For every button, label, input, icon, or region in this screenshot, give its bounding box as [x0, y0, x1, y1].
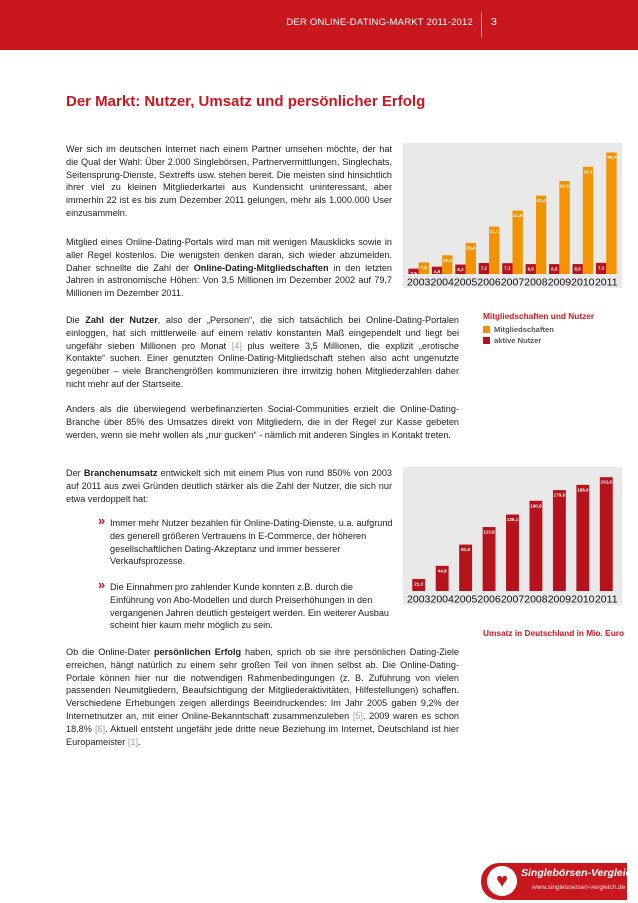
x-tick-label: 2004: [430, 593, 454, 605]
x-tick-label: 2010: [571, 593, 595, 605]
bar-label: 113,8: [483, 529, 495, 535]
bar-2011: [606, 153, 616, 274]
bar-label: 31,1: [489, 229, 499, 235]
bold-term: Online-Dating-Mitgliedschaften: [193, 262, 329, 273]
legend-item-users: [483, 336, 541, 345]
bar-2010: [583, 167, 593, 274]
bar-label: 82,6: [461, 547, 471, 553]
x-tick-label: 2006: [477, 276, 501, 288]
text: entwickelt sich mit einem Plus von rund 850% von 2003 auf 2011 aus zwei Gründen deutlich stärker als die Zahl der Nutzer, die sich nur etwa verdoppelt hat:: [66, 468, 392, 504]
members-chart-svg: [403, 143, 622, 288]
bar-label: 179,5: [553, 492, 566, 498]
bold-term: Branchenumsatz: [83, 468, 158, 478]
bar-label: 20,4: [466, 245, 476, 251]
paragraph-personal-success: [66, 646, 459, 748]
bar-2009: [559, 181, 569, 274]
x-tick-label: 2005: [453, 593, 478, 605]
bullet-item: [98, 577, 394, 632]
x-tick-label: 2006: [477, 593, 501, 605]
text: . Aktuell entsteht ungefähr jede dritte neue Beziehung im Internet, Deutschland ist hier Europameister: [66, 723, 459, 747]
bar-label: 202,6: [600, 479, 613, 485]
x-tick-label: 2011: [594, 276, 618, 288]
x-tick-label: 2004: [430, 276, 454, 288]
paragraph-memberships: [66, 236, 392, 300]
text: Die: [66, 315, 86, 325]
bar-2006: [483, 527, 496, 591]
bar-2009: [553, 490, 566, 591]
text: Der: [66, 468, 84, 478]
paragraph-revenue-share: Anders als die überwiegend werbefinanzierten Social-Communities erzielt die Online-Dating-Branche über 85% des Umsatzes direkt von Mitgliedern, die in der Regel zur Kasse gebeten werden, wenn sie mehr wollen als „nur gucken“ - nämlich mit anderen Singles in Kontakt treten.: [66, 404, 459, 440]
page-number: 3: [491, 16, 497, 28]
bar-label: 3,5: [410, 271, 417, 277]
text: haben, sprich ob sie ihre persönlichen Dating-Ziele erreichen, hängt natürlich zu einem sehr großen Teil von ihnen selbst ab. Die Online-Dating-Portale können hier nur die notwendigen Rahmenbedingungen (z. B. Zuführung von vielen passenden Neumitgliedern, Beaufsichtigung der Mitgliederaktivitäten, Hilfestellungen) schaffen. Verschiedene Erhebungen zeigen allerdings Beeindruckendes: Im Jahr 2005 gaben 9,2% der Internetnutzer an, mit einer Online-Bekanntschaft zusammenzuleben: [66, 647, 460, 721]
revenue-chart-svg: [403, 467, 622, 605]
bar-label: 7,6: [420, 264, 428, 270]
text: .: [138, 736, 141, 747]
bar-label: 21,3: [414, 581, 424, 587]
reference-link[interactable]: [1]: [127, 736, 139, 747]
bar-2008: [536, 196, 546, 274]
bullet-item: [98, 513, 394, 568]
heart-icon: ♥: [496, 870, 508, 892]
bar-label: 7,1: [504, 265, 511, 271]
bar-label: 6,5: [527, 266, 534, 272]
bar-label: 6,5: [551, 266, 558, 272]
bar-label: 6,2: [457, 267, 464, 273]
section-heading: Der Markt: Nutzer, Umsatz und persönlicher Erfolg: [66, 93, 426, 110]
bar-label: 12,3: [442, 257, 452, 263]
paragraph-intro: Wer sich im deutschen Internet nach einem Partner umsehen möchte, der hat die Qual der Wahl: Über 2.000 Singlebörsen, Partnervermittlungen, Singlechats, Seitensprung-Dienste, Sextreffs usw. stehen bereit. Die meisten sind hinsichtlich ihrer viel zu kleinen Mitgliederkartei aus Kundensicht uninteressant, aber immerhin 22 ist es bis zum Dezember 2011 gelungen, mehr als 1.000.000 User einzusammeln.: [66, 144, 392, 218]
x-tick-label: 2005: [453, 276, 478, 288]
x-tick-label: 2007: [500, 593, 525, 605]
members-chart-title: Mitgliedschaften und Nutzer: [483, 311, 595, 321]
legend-swatch-orange: [483, 326, 490, 333]
paragraph-industry-revenue: [66, 467, 392, 505]
text: . 2009 waren es schon 18,8%: [66, 710, 459, 734]
bar-label: 160,6: [530, 503, 542, 509]
members-chart: [403, 143, 622, 288]
revenue-chart: [403, 467, 622, 605]
bar-2007: [513, 211, 523, 274]
text: Ob die Online-Dater: [66, 647, 154, 657]
arrow-icon: »: [98, 513, 106, 528]
bold-term: persönlichen Erfolg: [153, 647, 242, 657]
bullet-text: Die Einnahmen pro zahlender Kunde konnten z.B. durch die Einführung von Abo-Modellen und durch Preiserhöhungen in den vergangenen Jahren deutlich gesteigert werden. Ein weiterer Ausbau scheint hier kaum mehr möglich zu sein.: [110, 582, 389, 631]
bar-label: 61,0: [560, 183, 570, 189]
bar-label: 44,8: [437, 568, 447, 574]
x-tick-label: 2008: [524, 276, 548, 288]
logo-name: Singlebörsen-Vergleich: [521, 867, 638, 879]
bar-label: 136,1: [506, 517, 519, 523]
bar-label: 6,5: [574, 266, 581, 272]
bar-label: 188,9: [577, 487, 589, 493]
x-tick-label: 2003: [407, 276, 431, 288]
bar-label: 7,3: [597, 265, 605, 271]
arrow-icon: »: [98, 577, 106, 592]
bar-label: 70,3: [583, 169, 593, 175]
x-tick-label: 2009: [547, 276, 572, 288]
revenue-chart-title: Umsatz in Deutschland in Mio. Euro: [483, 628, 625, 638]
bar-2008: [529, 501, 542, 591]
x-tick-label: 2011: [594, 593, 618, 605]
bullet-text: Immer mehr Nutzer bezahlen für Online-Dating-Dienste, u.a. aufgrund des generell größeren Vertrauens in E-Commerce, der höheren gesellschaftlichen Dating-Akzeptanz und immer besserer Verkaufsprozesse.: [110, 518, 393, 567]
bar-2011: [600, 477, 613, 591]
text: in den letzten Jahren in astronomische Höhen: Von 3,5 Millionen im Dezember 2002 auf 79,7 Millionen im Dezember 2011.: [66, 262, 392, 299]
bar-label: 79,7: [606, 155, 616, 161]
text: , also der „Personen“, die sich tatsächlich bei Online-Dating-Portalen einloggen, hat sich mittlerweile auf einem relativ konstanten Maß eingependelt und liegt bei ungefähr sieben Millionen pro Monat: [66, 315, 459, 351]
x-tick-label: 2008: [524, 593, 548, 605]
text: Mitglied eines Online-Dating-Portals wird man mit wenigen Mausklicks sowie in aller Regel kostenlos. Die wenigsten denken daran, sich wieder abzumelden. Daher schnellte die Zahl der: [66, 237, 392, 273]
x-tick-label: 2009: [547, 593, 572, 605]
x-tick-label: 2007: [500, 276, 525, 288]
bar-label: 7,2: [480, 265, 488, 271]
paragraph-users: [66, 314, 459, 391]
bar-label: 4,8: [433, 269, 441, 275]
bar-label: 51,4: [536, 198, 546, 204]
text: plus weitere 3,5 Millionen, die explizit „erotische Kontakte“ suchen. Einer genutzten Online-Dating-Mitgliedschaft stehen also acht ungenutzte gegenüber – viele Branchengrößen kommunizieren ihre irrwitzig hohen Mitgliederzahlen daher nicht mehr auf der Startseite.: [66, 340, 460, 389]
x-tick-label: 2010: [571, 276, 595, 288]
header-divider: [481, 12, 482, 38]
header-title: DER ONLINE-DATING-MARKT 2011-2012: [286, 17, 473, 28]
legend-item-members: [483, 325, 554, 334]
reference-link[interactable]: [6]: [94, 723, 106, 734]
reference-link[interactable]: [4]: [231, 340, 242, 351]
bar-2010: [576, 485, 589, 591]
bold-term: Zahl der Nutzer: [85, 315, 158, 325]
legend-label: aktive Nutzer: [494, 336, 542, 345]
legend-swatch-red: [483, 337, 490, 344]
bar-2007: [506, 515, 519, 591]
legend-label: Mitgliedschaften: [494, 325, 554, 334]
bar-label: 41,6: [513, 213, 523, 219]
x-tick-label: 2003: [407, 593, 431, 605]
logo-url: www.singleboersen-vergleich.de: [532, 884, 626, 891]
reference-link[interactable]: [5]: [352, 710, 363, 721]
